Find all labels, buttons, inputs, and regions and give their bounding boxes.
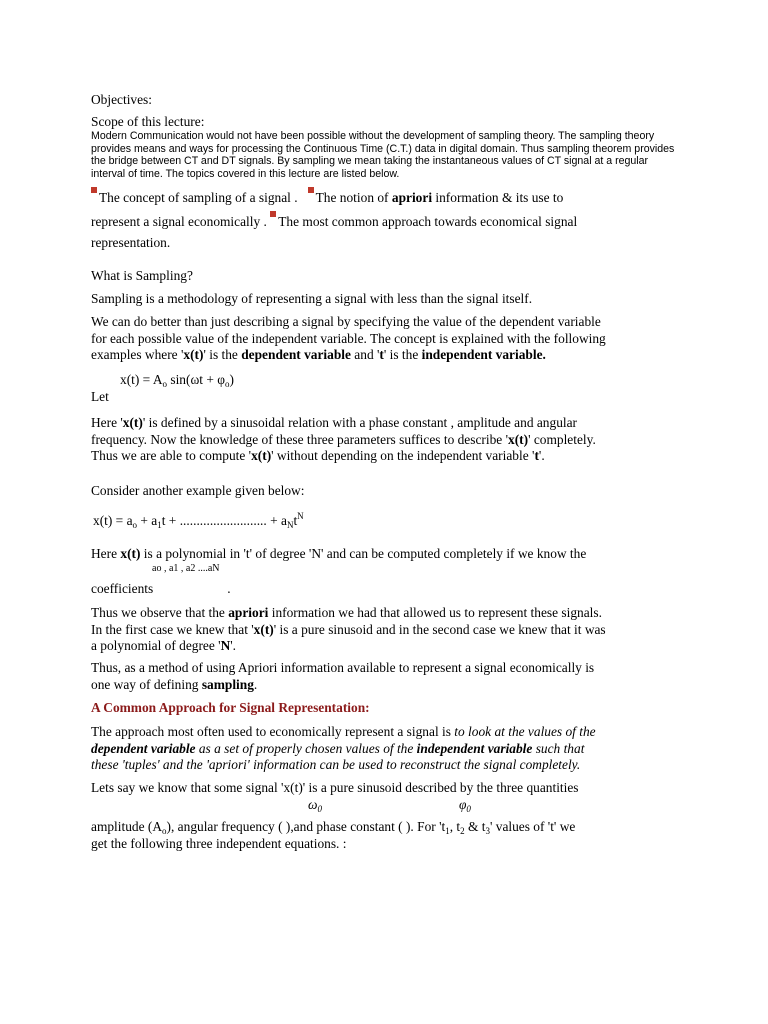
para1-line2: for each possible value of the independent variable. The concept is explained with the following [91,330,606,346]
coefficients-label: coefficients . [91,581,231,596]
omega-symbol: $\omega_0$ [308,797,322,814]
paragraph-4: Thus we observe that the apriori information we had that allowed us to represent these signals. In the first case we knew that 'x(t)' is a pure sinusoid and in the second case we knew that it was a polynomial of degree 'N'. [91,605,606,653]
sampling-definition: Sampling is a methodology of representing a signal with less than the signal itself. [91,291,533,306]
bullet-icon [308,187,314,193]
topic-3a: The most common approach towards economical signal [278,214,578,229]
what-is-sampling-heading: What is Sampling? [91,268,193,283]
para1-line1: We can do better than just describing a signal by specifying the value of the dependent variable [91,314,601,329]
paragraph-7-line1: Lets say we know that some signal 'x(t)' is a pure sinusoid described by the three quantities [91,780,579,795]
para1-line3: examples where 'x(t)' is the dependent variable and 't' is the independent variable. [91,347,546,362]
paragraph-6: The approach most often used to economically represent a signal is to look at the values of the dependent variable as a set of properly chosen values of the independent variable such that these 'tuples' and the 'apriori' information can be used to reconstruct the signal completely. [91,724,596,772]
coefficients-list: ao , a1 , a2 ....aN [152,563,220,574]
topic-1: The concept of sampling of a signal . [99,190,298,205]
let-label: Let [91,389,109,404]
topic-2-bold: apriori [391,190,433,205]
paragraph-2: Here 'x(t)' is defined by a sinusoidal relation with a phase constant , amplitude and angular frequency. Now the knowledge of these three parameters suffices to describe 'x(t)' completely. Thus we are able to compute 'x(t)' without depending on the independent variable 't'. [91,415,596,463]
topic-3b: representation. [91,235,171,250]
topic-2-cont: represent a signal economically . [91,214,267,229]
paragraph-3: Here x(t) is a polynomial in 't' of degree 'N' and can be computed completely if we know the [91,546,587,561]
equation-sinusoid: $x(t) = A_o$ $\sin(\omega t + \varphi_o)$ [120,372,234,389]
consider-text: Consider another example given below: [91,483,305,498]
paragraph-7-line3: get the following three independent equations. : [91,836,347,851]
paragraph-5: Thus, as a method of using Apriori information available to represent a signal economically is one way of defining sampling. [91,660,595,692]
equation-polynomial: $x(t) = a_o + a_1t$ + .......................... + $a_Nt^N$ [93,511,304,530]
topic-list [91,186,681,234]
scope-heading: Scope of this lecture: [91,114,205,129]
topic-2-post: information & its use to [432,190,564,205]
paragraph-7-line2: amplitude $(A_o)$, angular frequency ( ),and phase constant ( ). For '$t_1$, $t_2$ & $t_3'$ values of 't' we [91,819,576,836]
bullet-icon [270,211,276,217]
topic-2-pre: The notion of [315,190,392,205]
objectives-label: Objectives: [91,92,152,107]
scope-paragraph: Modern Communication would not have been possible without the development of sampling theory. The sampling theory provides means and ways for processing the Continuous Time (C.T.) data in digital domain. Thus sampling theorem provides the bridge between CT and DT signals. By sampling we mean taking the instantaneous values of CT signal at a regular interval of time. The topics covered in this lecture are listed below. [91,130,675,180]
phi-symbol: $\varphi_0$ [459,797,471,814]
section-heading: A Common Approach for Signal Representation: [91,700,370,715]
bullet-icon [91,187,97,193]
paragraph-1 [91,314,691,364]
